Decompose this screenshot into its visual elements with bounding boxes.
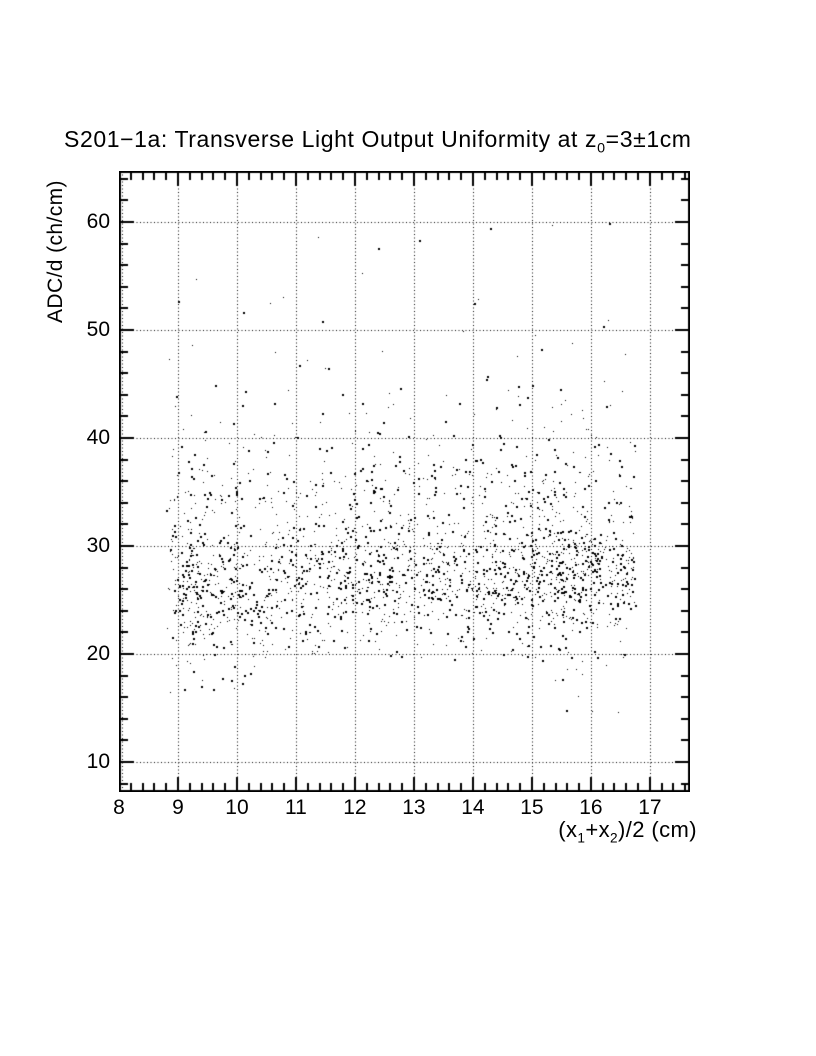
text-run: ADC/d (ch/cm) <box>44 180 67 323</box>
x-tick-label: 8 <box>113 796 125 819</box>
x-tick-label: 15 <box>520 796 544 819</box>
text-run: 1 <box>577 830 586 846</box>
x-tick-label: 13 <box>402 796 426 819</box>
y-tick-label: 20 <box>86 641 110 665</box>
text-run: )/2 (cm) <box>618 817 697 842</box>
x-tick-label: 12 <box>343 796 367 819</box>
x-tick-label: 17 <box>638 796 662 819</box>
x-tick-label: 11 <box>285 796 307 819</box>
x-tick-label: 16 <box>579 796 603 819</box>
x-axis-label <box>558 817 697 845</box>
text-run: 0 <box>597 140 606 157</box>
y-tick-label: 30 <box>86 533 110 557</box>
y-tick-label: 40 <box>86 425 110 449</box>
scatter-plot-canvas <box>119 171 690 792</box>
y-axis-label <box>44 180 68 323</box>
text-run: +x <box>585 817 611 842</box>
x-tick-label: 10 <box>225 796 249 819</box>
y-tick-label: 50 <box>86 317 110 341</box>
x-tick-label: 9 <box>172 796 184 819</box>
text-run: 2 <box>610 830 619 846</box>
text-run: =3±1cm <box>605 126 692 152</box>
x-tick-label: 14 <box>461 796 485 819</box>
y-tick-label: 60 <box>86 209 110 233</box>
chart-title <box>64 126 784 162</box>
y-tick-label: 10 <box>86 749 110 773</box>
text-run: (x <box>558 817 578 842</box>
text-run: S201−1a: Transverse Light Output Uniformity at z <box>64 126 598 152</box>
